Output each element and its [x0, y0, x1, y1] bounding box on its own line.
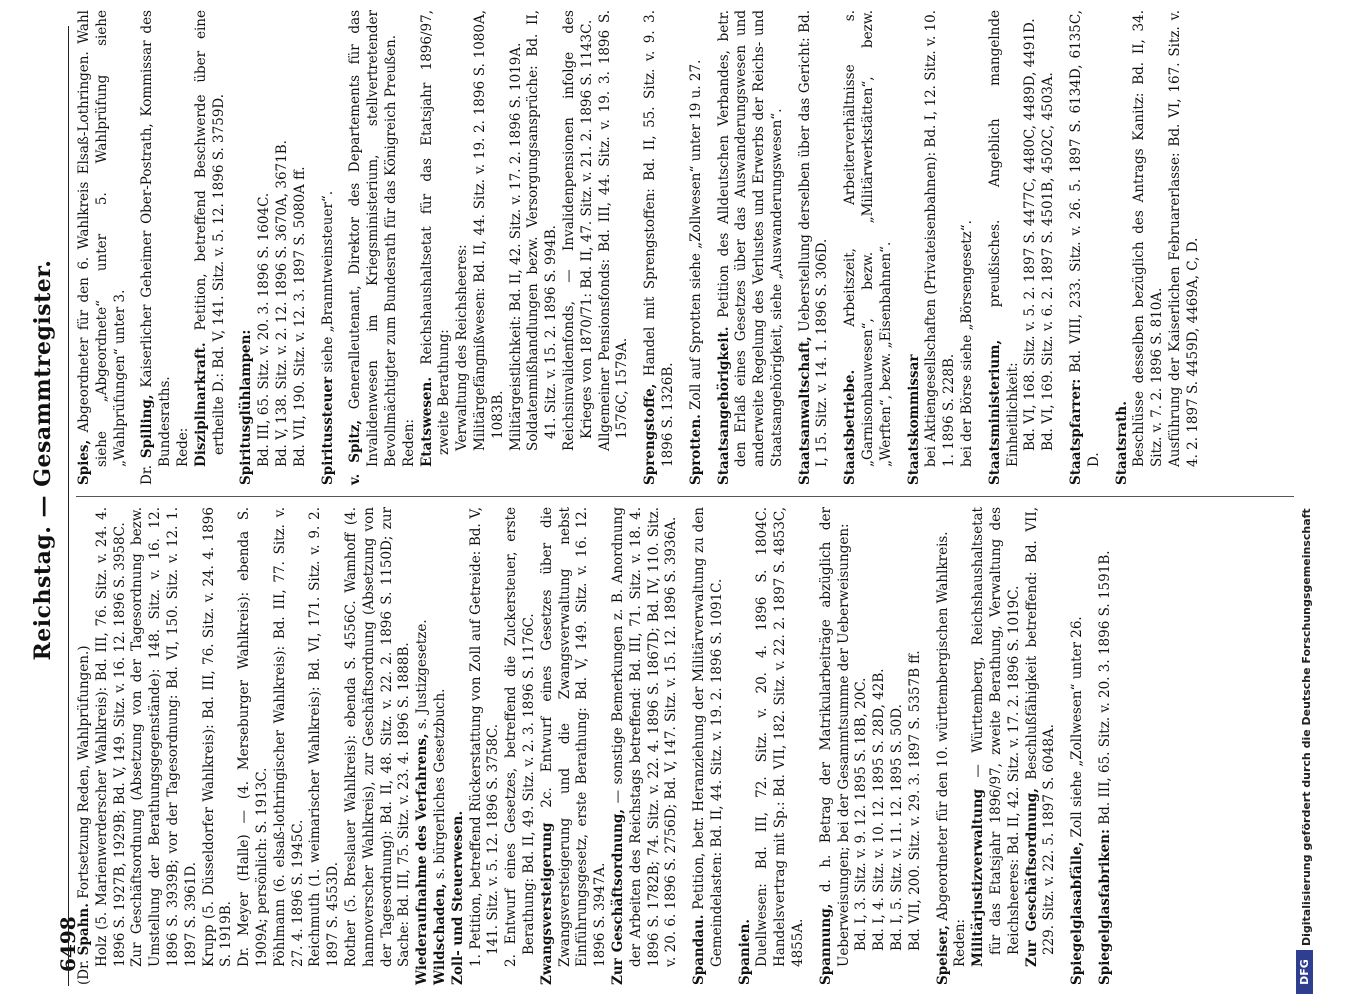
entry-text: Beschlußfähigkeit betreffend: Bd. VII, 229. Sitz. v. 22. 5. 1897 S. 6048A.: [1023, 507, 1058, 955]
entry-headword: Sprengstoffe,: [642, 383, 659, 485]
entry-text: Reden:: [952, 918, 969, 967]
entry-text: Abgeordneter für den 10. württembergischen Wahlkreis.: [934, 531, 951, 926]
entry-headword: Spiegelglasabfälle,: [1069, 841, 1086, 985]
entry-text: 1. Petition, betreffend Rückerstattung von Zoll auf Getreide: Bd. V, 141. Sitz. v. 5. 12. 1896 S. 3758C.: [467, 507, 502, 967]
entry-text: Handel mit Sprengstoffen: Bd. II, 55. Sitz. v. 9. 3. 1896 S. 1326B.: [642, 10, 676, 467]
entry-text: Militärgefängnißwesen: Bd. II, 44. Sitz. v. 19. 2. 1896 S. 1080A, 1083B.: [471, 10, 506, 451]
entry-text: bei der Börse siehe „Börsengesetz“.: [959, 220, 976, 467]
entry-headword: Spilling,: [139, 394, 156, 459]
index-entry: [889, 507, 907, 985]
index-entry: [737, 507, 755, 985]
index-entry: [347, 10, 400, 485]
entry-headword: Speiser,: [934, 925, 951, 985]
entry-text: Allgemeiner Pensionsfonds: Bd. III, 44. Sitz. v. 19. 3. 1896 S. 1576C, 1579A.: [596, 10, 631, 451]
entry-headword: Staatsbetriebe.: [842, 369, 859, 485]
index-entry: [432, 507, 450, 985]
entry-headword: Disziplinarkraft.: [192, 342, 209, 467]
index-entry: [561, 10, 597, 485]
entry-text: Fortsetzung Reden, Wahlprüfungen.): [76, 645, 92, 904]
entry-headword: Spiritusglühlampen:: [238, 329, 255, 485]
index-entry: [1024, 507, 1060, 985]
index-entry: [688, 10, 706, 485]
index-entry: [1068, 10, 1104, 485]
index-entry: [401, 10, 419, 485]
entry-text: Rede:: [174, 427, 191, 467]
index-entry: [201, 507, 237, 985]
index-entry: [238, 10, 256, 485]
entry-text: Bd. I, 4. Sitz. v. 10. 12. 1895 S. 28D, 42B.: [871, 668, 888, 951]
index-entry: [256, 10, 274, 485]
entry-headword: Staatsanwaltschaft,: [796, 336, 813, 485]
entry-text: preußisches. Angeblich mangelnde Einheitlichkeit:: [986, 10, 1021, 467]
index-entry: [1131, 10, 1167, 485]
entry-headword: Staatspfarrer:: [1068, 378, 1085, 485]
index-entry: [1022, 10, 1040, 485]
entry-text: Petition des Alldeutschen Verbandes, betr. den Erlaß eines Gesetzes über das Auswanderungswesen und anderweite Regelung des Verlustes und Erwerbs der Reichs- und Staatsangehörigkeit, siehe „Auswanderungswesen“.: [715, 10, 785, 467]
entry-text: Abgeordneter für den 6. Wahlkreis Elsaß-Lothringen. Wahl siehe „Abgeordnete“ unter 5. Wahlprüfung siehe „Wahlprüfungen“ unter 3.: [76, 10, 128, 467]
index-entry: [952, 507, 970, 985]
entry-headword: Spanien.: [736, 919, 753, 985]
entry-headword: Spahn.: [76, 903, 92, 956]
entry-headword: Zur Geschäftsordnung,: [609, 808, 626, 985]
entry-text: 2. Entwurf eines Gesetzes, betreffend die Zuckersteuer, erste Berathung: Bd. II, 49. Sitz. v. 2. 3. 1896 S. 1176C.: [503, 507, 537, 967]
entry-text: — Württemberg, Reichshaushaltsetat für das Etatsjahr 1896/97, zweite Berathung, Verwaltung des Reichsheeres: Bd. II, 42. Sitz. v. 17. 2. 1896 S. 1019C.: [970, 507, 1022, 955]
entry-text: Bd. VI, 168. Sitz. v. 5. 2. 1897 S. 4477C, 4480C, 4489D, 4491D.: [1022, 18, 1039, 451]
entry-text: bei Aktiengesellschaften (Privateisenbahnen): Bd. I, 12. Sitz. v. 10. 1. 1896 S. 228B.: [923, 9, 958, 467]
entry-text: Bd. III, 65. Sitz. v. 20. 3. 1896 S. 1591B.: [1097, 550, 1114, 830]
index-entry: [193, 10, 229, 485]
entry-text: Bd. VI, 169. Sitz. v. 6. 2. 1897 S. 4501B, 4502C, 4503A.: [1040, 72, 1057, 451]
index-entry: [175, 10, 193, 485]
index-entry: [597, 10, 633, 485]
index-entry: [853, 507, 871, 985]
entry-text: s. Justizgesetze.: [414, 619, 431, 734]
index-entry: [1114, 10, 1132, 485]
index-entry: [94, 507, 130, 985]
entry-text: Bd. VII, 190. Sitz. v. 12. 3. 1897 S. 5080A ff.: [291, 166, 308, 467]
index-entry: [842, 10, 895, 485]
index-entry: [272, 507, 308, 985]
entry-headword: Zoll- und Steuerwesen.: [449, 810, 466, 985]
entry-headword: Spiegelglasfabriken:: [1097, 829, 1114, 985]
entry-headword: Etatswesen.: [418, 376, 435, 467]
entry-text: Reichshaushaltsetat für das Etatsjahr 1896/97, zweite Berathung:: [418, 10, 453, 455]
entry-text: Reichmuth (1. weimarischer Wahlkreis): Bd. VI, 171. Sitz. v. 9. 2. 1897 S. 4553D.: [307, 507, 342, 967]
entry-text: Generalleutenant, Direktor des Departements für das Invalidenwesen im Kriegsministerium, stellvertretender Bevollmächtigter zum Bundesrath für das Königreich Preußen.: [347, 10, 399, 467]
running-title: Reichstag. — Gesammtregister.: [30, 259, 56, 661]
index-entry: [419, 10, 455, 485]
index-entry: [450, 507, 468, 985]
index-entry: [1097, 507, 1115, 985]
index-entry: [307, 507, 343, 985]
index-entry: [454, 10, 472, 485]
index-entry: [970, 507, 1023, 985]
index-entry: [129, 507, 200, 985]
index-entry: [539, 507, 610, 985]
dfg-logo-badge: DFG: [1296, 950, 1313, 994]
index-entry: [274, 10, 292, 485]
entry-headword: v. Spitz,: [347, 419, 364, 485]
entry-text: Bd. I, 5. Sitz. v. 11. 12. 1895 S. 50D.: [889, 704, 906, 951]
entry-text: Dr. Meyer (Halle) — (4. Merseburger Wahlkreis): ebenda S. 1909A; persönlich: S. 1913C.: [236, 507, 270, 967]
index-entry: [923, 10, 959, 485]
left-column: [76, 507, 1115, 985]
entry-headword: Militärjustizverwaltung: [970, 788, 987, 967]
entry-headword: Spiritussteuer: [319, 376, 336, 485]
index-entry: [1040, 10, 1058, 485]
entry-text: Ueberstellung derselben über das Gericht: Bd. I, 15. Sitz. v. 14. 1. 1896 S. 306D.: [796, 10, 831, 467]
entry-text: Bd. III, 65. Sitz. v. 20. 3. 1896 S. 1604C.: [256, 192, 273, 467]
entry-text: Reden:: [400, 418, 417, 467]
index-entry: [414, 507, 432, 985]
index-entry: [935, 507, 953, 985]
entry-text: Bd. VII, 200. Sitz. v. 29. 3. 1897 S. 5357B ff.: [906, 650, 923, 951]
entry-text: s. bürgerliches Gesetzbuch.: [431, 688, 448, 884]
index-entry: [468, 507, 504, 985]
entry-text: Beschlüsse desselben bezüglich des Antrags Kanitz: Bd. II, 34. Sitz. v. 7. 2. 1896 S. 810A.: [1131, 10, 1166, 467]
index-entry: [292, 10, 310, 485]
index-entry: [818, 507, 854, 985]
entry-text: Soldatenmißhandlungen bezw. Versorgungsansprüche: Bd. II, 41. Sitz. v. 15. 2. 1896 S. 994B.: [525, 10, 560, 451]
entry-text: Militärgeistlichkeit: Bd. II, 42. Sitz. v. 17. 2. 1896 S. 1019A.: [507, 42, 524, 451]
entry-text: Petition, betr. Heranziehung der Militärverwaltung zu den Gemeindelasten: Bd. II, 44. Sitz. v. 19. 2. 1896 S. 1091C.: [691, 507, 725, 967]
entry-text: Arbeitszeit, Arbeiterverhältnisse s. „Garnisonbauwesen“, bezw. „Militärwerkstätten“, bezw. „Werften“, bezw. „Eisenbahnen“.: [842, 10, 894, 467]
entry-text: (Dr.: [76, 955, 92, 985]
index-entry: [642, 10, 678, 485]
entry-text: Bd. VIII, 233. Sitz. v. 26. 5. 1897 S. 6134D, 6135C, D.: [1068, 10, 1102, 467]
entry-headword: Spannung,: [817, 903, 834, 985]
entry-headword: Wildschaden,: [431, 883, 448, 985]
right-column: [76, 10, 1203, 485]
entry-text: Zoll siehe „Zollwesen“ unter 26.: [1069, 616, 1086, 842]
entry-text: — sonstige Bemerkungen z. B. Anordnung der Arbeiten des Reichstags betreffend: Bd. III, 71. Sitz. v. 18. 4. 1896 S. 1782B; 74. Sitz. v. 22. 4. 1896 S. 1867D; Bd. IV, 110. Sitz. v. 20. 6. 1896 S. 2756D; Bd. V, 147. Sitz. v. 15. 12. 1896 S. 3936A.: [609, 507, 680, 967]
digitization-notice: Digitalisierung gefördert durch die Deutsche Forschungsgemeinschaft: [1300, 508, 1313, 946]
index-entry: [508, 10, 526, 485]
entry-text: 2c. Entwurf eines Gesetzes über die Zwangsversteigerung und die Zwangsverwaltung nebst Einführungsgesetz, erste Berathung: Bd. V, 149. Sitz. v. 16. 12. 1896 S. 3947A.: [538, 507, 609, 967]
index-entry: [871, 507, 889, 985]
entry-text: Rother (5. Breslauer Wahlkreis): ebenda S. 4556C. Wamhoff (4. hannoverscher Wahlkreis), zur Geschäftsordnung (Absetzung von der Tagesordnung): Bd. II, 48. Sitz. v. 22. 2. 1896 S. 1150D; zur Sache: Bd. III, 75. Sitz. v. 23. 4. 1896 S. 1888B.: [342, 507, 413, 967]
index-entry: [472, 10, 508, 485]
entry-headword: Wiederaufnahme des Verfahrens,: [414, 733, 431, 985]
index-entry: [906, 10, 924, 485]
index-entry: [76, 507, 94, 985]
entry-headword: Zur Geschäftsordnung,: [1023, 788, 1040, 967]
index-entry: [987, 10, 1023, 485]
entry-text: Zoll auf Sprotten siehe „Zollwesen“ unter 19 u. 27.: [687, 59, 704, 415]
index-entry: [503, 507, 539, 985]
entry-text: Pöhlmann (6. elsaß-lothringischer Wahlkreis): Bd. III, 77. Sitz. v. 27. 4. 1896 S. 1945C.: [271, 507, 306, 967]
index-entry: [139, 10, 175, 485]
entry-text: d. h. Betrag der Matrikularbeiträge abzüglich der Ueberweisungen; bei der Gesammtsumme der Ueberweisungen:: [817, 507, 852, 967]
entry-text: Ausführung der Kaiserlichen Februarerlasse: Bd. VI, 167. Sitz. v. 4. 2. 1897 S. 4459D, 4469A, C, D.: [1167, 10, 1201, 467]
index-entry: [907, 507, 925, 985]
index-entry: [1069, 507, 1087, 985]
index-entry: [76, 10, 129, 485]
entry-headword: Spandau.: [691, 914, 708, 985]
index-entry: [754, 507, 807, 985]
entry-text: Verwaltung des Reichsheeres:: [454, 244, 471, 451]
entry-text: Reichsinvalidenfonds, — Invalidenpensionen infolge des Krieges von 1870/71: Bd. II, 47. Sitz. v. 21. 2. 1896 S. 1143C.: [560, 10, 595, 451]
entry-headword: Staatsministerium,: [986, 339, 1003, 485]
entry-headword: Staatskommissar: [905, 354, 922, 485]
index-entry: [236, 507, 272, 985]
index-entry: [691, 507, 727, 985]
entry-text: Duellwesen: Bd. III, 72. Sitz. v. 20. 4. 1896 S. 1804C. Handelsvertrag mit Sp.: Bd. VII, 182. Sitz. v. 22. 2. 1897 S. 4853C, 4855A.: [754, 507, 807, 967]
index-entry: [716, 10, 787, 485]
entry-text: Dr.: [139, 458, 156, 485]
column-divider: [76, 496, 1294, 497]
entry-headword: Staatsrath.: [1113, 401, 1130, 485]
entry-headword: Sprotten.: [687, 414, 704, 485]
entry-headword: Spies,: [76, 439, 92, 485]
header-rule: [68, 26, 69, 986]
entry-text: Krupp (5. Düsseldorfer Wahlkreis): Bd. III, 76. Sitz. v. 24. 4. 1896 S. 1919B.: [200, 507, 235, 967]
entry-text: Bd. V, 138. Sitz. v. 2. 12. 1896 S. 3670A, 3671B.: [273, 140, 290, 467]
index-entry: [1167, 10, 1203, 485]
index-entry: [797, 10, 833, 485]
index-entry: [320, 10, 338, 485]
page-number: 6498: [56, 916, 80, 972]
entry-text: Kaiserlicher Geheimer Ober-Postrath, Kommissar des Bundesraths.: [139, 10, 174, 467]
entry-headword: Zwangsversteigerung: [538, 822, 555, 985]
entry-text: Holz (5. Marienwerderscher Wahlkreis): Bd. III, 76. Sitz. v. 24. 4. 1896 S. 1927B, 1929B; Bd. V, 149. Sitz. v. 16. 12. 1896 S. 3958C.: [93, 507, 128, 967]
entry-headword: Staatsangehörigkeit.: [715, 326, 732, 485]
index-entry: [343, 507, 414, 985]
index-entry: [610, 507, 681, 985]
entry-text: Bd. I, 3. Sitz. v. 9. 12. 1895 S. 18B, 20C.: [853, 677, 870, 951]
entry-text: siehe „Branntweinsteuer“.: [319, 190, 336, 377]
entry-text: Petition, betreffend Beschwerde über eine ertheilte D.: Bd. V, 141. Sitz. v. 5. 12. 1896 S. 3759D.: [192, 10, 227, 455]
index-entry: [959, 10, 977, 485]
index-entry: [525, 10, 561, 485]
entry-text: Zur Geschäftsordnung (Absetzung von der Tagesordnung bezw. Umstellung der Berathungsgegenstände): 148. Sitz. v. 16. 12. 1896 S. 3939B; vor der Tagesordnung: Bd. VI, 150. Sitz. v. 12. 1. 1897 S. 3961D.: [129, 507, 199, 967]
